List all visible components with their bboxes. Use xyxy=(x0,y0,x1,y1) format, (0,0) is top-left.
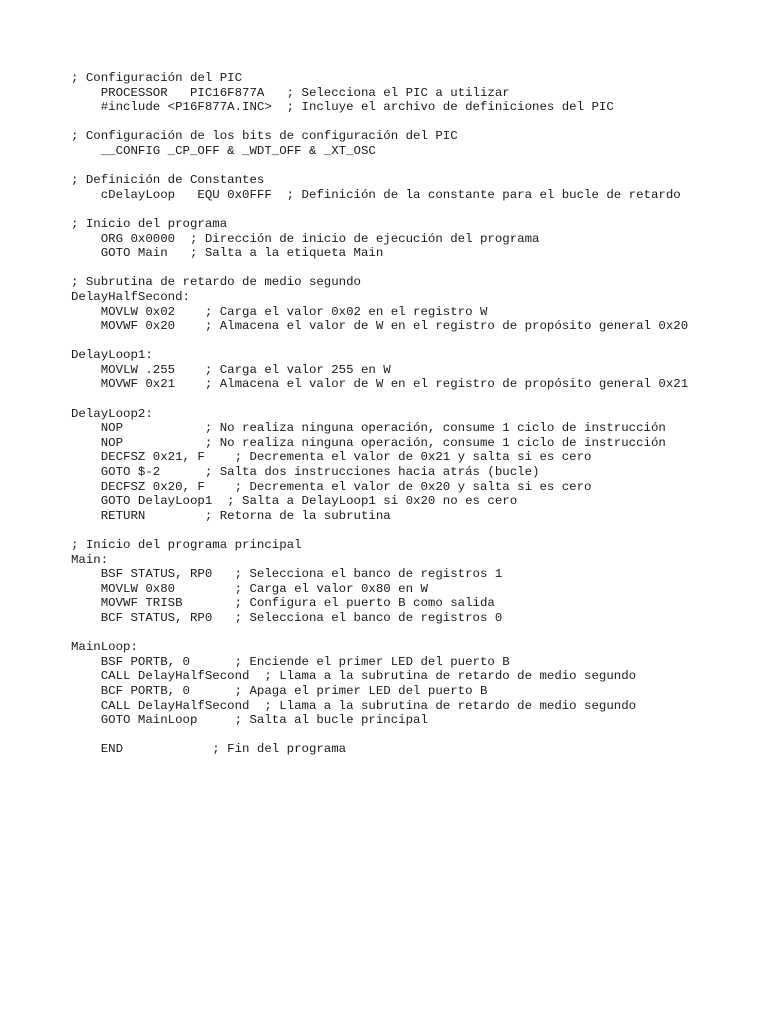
code-line: BSF STATUS, RP0 ; Selecciona el banco de registros 1 xyxy=(71,567,503,582)
code-line: PROCESSOR PIC16F877A ; Selecciona el PIC a utilizar xyxy=(71,85,510,100)
code-line: BSF PORTB, 0 ; Enciende el primer LED del puerto B xyxy=(71,654,510,669)
code-line: GOTO MainLoop ; Salta al bucle principal xyxy=(71,713,428,728)
blank-line xyxy=(71,261,751,276)
code-line: END ; Fin del programa xyxy=(71,742,347,757)
code-line: GOTO $-2 ; Salta dos instrucciones hacia atrás (bucle) xyxy=(71,465,540,480)
code-line: #include <P16F877A.INC> ; Incluye el archivo de definiciones del PIC xyxy=(71,100,614,115)
code-line: MOVLW 0x02 ; Carga el valor 0x02 en el registro W xyxy=(71,304,488,319)
code-line: MOVWF 0x21 ; Almacena el valor de W en el registro de propósito general 0x21 xyxy=(71,377,689,392)
code-line: MOVWF 0x20 ; Almacena el valor de W en el registro de propósito general 0x20 xyxy=(71,319,689,334)
code-line: GOTO Main ; Salta a la etiqueta Main xyxy=(71,246,384,261)
blank-line xyxy=(71,728,751,743)
code-line: MOVLW 0x80 ; Carga el valor 0x80 en W xyxy=(71,581,428,596)
code-line: MOVLW .255 ; Carga el valor 255 en W xyxy=(71,362,391,377)
label-line: MainLoop: xyxy=(71,640,138,655)
code-line: BCF STATUS, RP0 ; Selecciona el banco de registros 0 xyxy=(71,610,503,625)
comment-line: ; Configuración de los bits de configuración del PIC xyxy=(71,129,458,144)
comment-line: ; Inicio del programa xyxy=(71,216,228,231)
blank-line xyxy=(71,159,751,174)
label-line: DelayLoop1: xyxy=(71,348,153,363)
blank-line xyxy=(71,115,751,130)
blank-line xyxy=(71,202,751,217)
code-line: RETURN ; Retorna de la subrutina xyxy=(71,508,391,523)
code-line: CALL DelayHalfSecond ; Llama a la subrutina de retardo de medio segundo xyxy=(71,698,637,713)
code-line: GOTO DelayLoop1 ; Salta a DelayLoop1 si 0x20 no es cero xyxy=(71,494,518,509)
blank-line xyxy=(71,392,751,407)
code-line: MOVWF TRISB ; Configura el puerto B como salida xyxy=(71,596,495,611)
code-line: DECFSZ 0x20, F ; Decrementa el valor de 0x20 y salta si es cero xyxy=(71,479,592,494)
code-line: BCF PORTB, 0 ; Apaga el primer LED del puerto B xyxy=(71,683,488,698)
label-line: DelayLoop2: xyxy=(71,406,153,421)
code-line: CALL DelayHalfSecond ; Llama a la subrutina de retardo de medio segundo xyxy=(71,669,637,684)
comment-line: ; Definición de Constantes xyxy=(71,173,265,188)
comment-line: ; Inicio del programa principal xyxy=(71,538,302,552)
comment-line: ; Configuración del PIC xyxy=(71,71,243,85)
code-line: DECFSZ 0x21, F ; Decrementa el valor de 0x21 y salta si es cero xyxy=(71,450,592,465)
comment-line: ; Subrutina de retardo de medio segundo xyxy=(71,275,361,290)
label-line: DelayHalfSecond: xyxy=(71,289,190,304)
code-line: NOP ; No realiza ninguna operación, consume 1 ciclo de instrucción xyxy=(71,435,666,450)
code-line: NOP ; No realiza ninguna operación, consume 1 ciclo de instrucción xyxy=(71,421,666,436)
code-line: ORG 0x0000 ; Dirección de inicio de ejecución del programa xyxy=(71,231,540,246)
blank-line xyxy=(71,626,751,641)
label-line: Main: xyxy=(71,552,109,567)
code-line: __CONFIG _CP_OFF & _WDT_OFF & _XT_OSC xyxy=(71,143,376,158)
assembly-code-listing xyxy=(71,71,751,757)
blank-line xyxy=(71,523,751,538)
blank-line xyxy=(71,334,751,349)
code-line: cDelayLoop EQU 0x0FFF ; Definición de la constante para el bucle de retardo xyxy=(71,187,681,202)
